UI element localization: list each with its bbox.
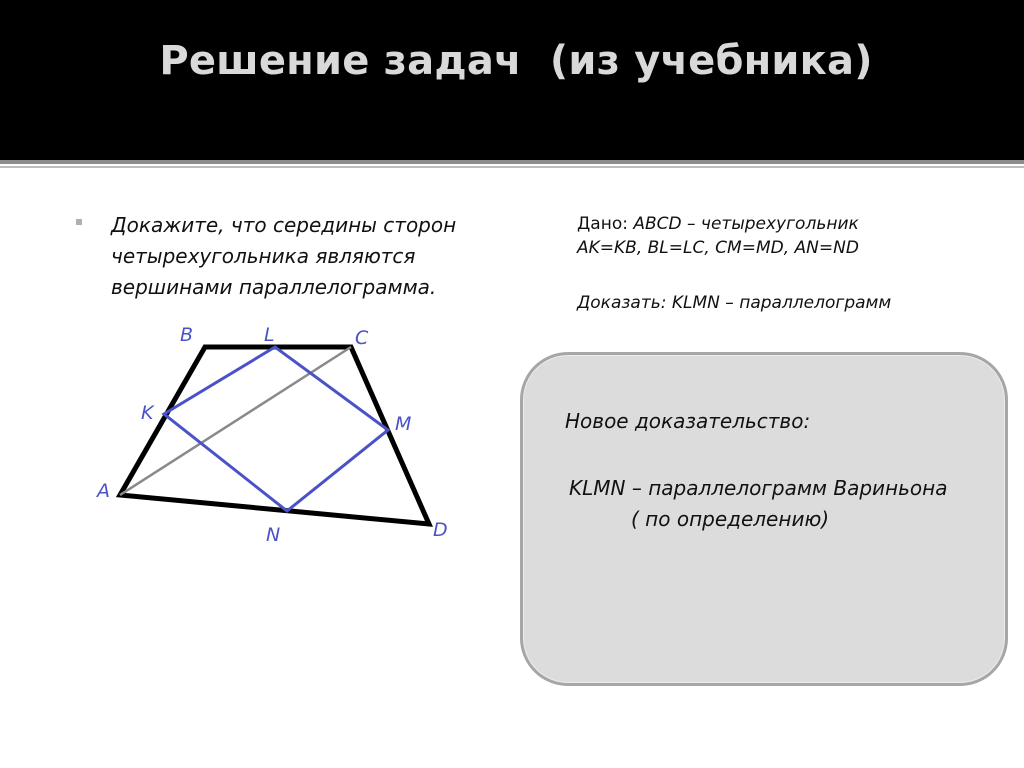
proof-line-1: KLMN – параллелограмм Вариньона <box>569 476 948 500</box>
prove-text: KLMN – параллелограмм <box>671 293 892 313</box>
parallelogram-klmn <box>164 347 388 511</box>
prove-label: Доказать: <box>577 293 672 313</box>
label-n: N <box>266 524 281 546</box>
slide-title: Решение задач (из учебника) <box>159 38 873 84</box>
proof-heading: Новое доказательство: <box>565 409 811 433</box>
label-c: C <box>355 327 369 349</box>
proof-box <box>520 352 1008 686</box>
label-b: B <box>180 324 194 346</box>
given-label: Дано: <box>577 214 634 234</box>
label-a: A <box>97 480 110 502</box>
label-m: M <box>395 413 412 435</box>
problem-line: вершинами параллелограмма. <box>111 275 437 299</box>
label-d: D <box>433 519 448 541</box>
label-l: L <box>264 324 275 346</box>
problem-line: четырехугольника являются <box>111 244 416 268</box>
label-k: K <box>141 402 154 424</box>
given-line-2: AK=KB, BL=LC, CM=MD, AN=ND <box>577 238 859 258</box>
problem-line: Докажите, что середины сторон <box>111 213 457 237</box>
given-text: ABCD – четырехугольник <box>633 214 859 234</box>
proof-line-2: ( по определению) <box>631 507 830 531</box>
